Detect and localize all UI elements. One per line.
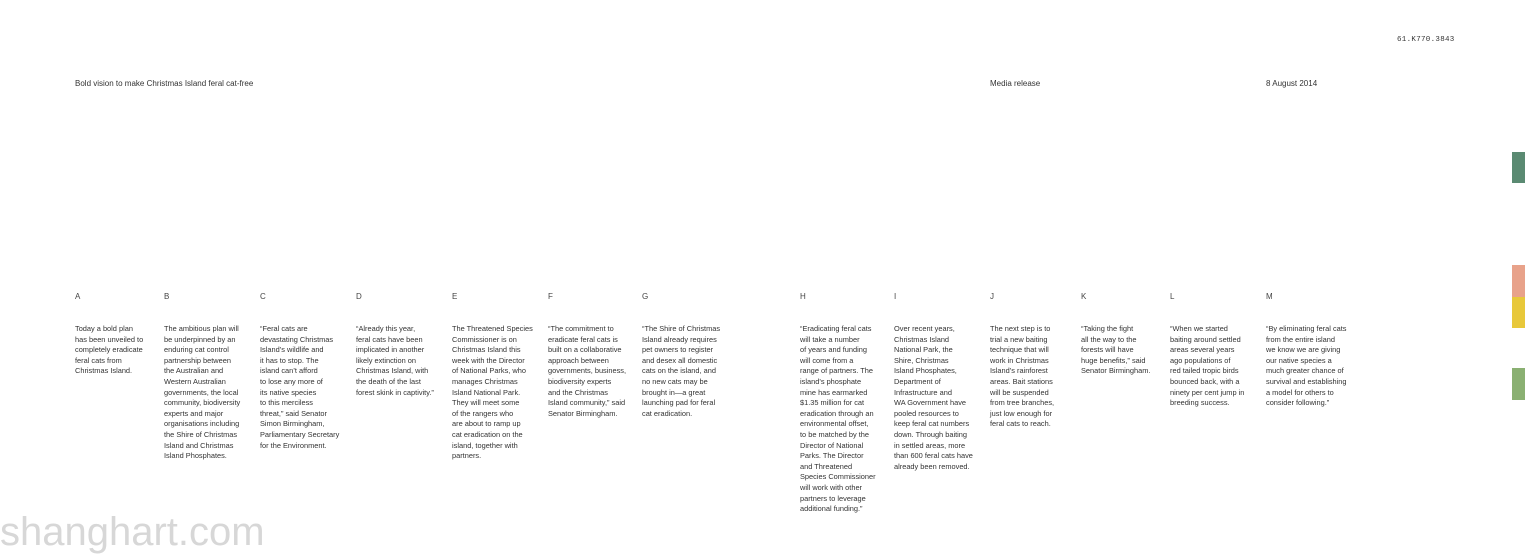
color-swatch-salmon	[1512, 265, 1525, 297]
column-letter: B	[164, 292, 170, 301]
column-k	[1081, 292, 1167, 377]
column-text: Over recent years, Christmas Island National Park, the Shire, Christmas Island Phosphates, Department of Infrastructure and WA Government have pooled resources to keep feral cat numbers down. Through baiting in settled areas, more than 600 feral cats have already been removed.	[894, 324, 973, 471]
column-text: The Threatened Species Commissioner is on Christmas Island this week with the Director of National Parks, who manages Christmas Island National Park. They will meet some of the rangers who are about to ramp up cat eradication on the island, together with partners.	[452, 324, 533, 461]
column-text: “The Shire of Christmas Island already requires pet owners to register and desex all domestic cats on the island, and no new cats may be brought in—a great launching pad for feral cat eradication.	[642, 324, 721, 418]
color-swatch-yellow	[1512, 297, 1525, 328]
release-type: Media release	[990, 79, 1041, 88]
column-text: “Taking the fight all the way to the forests will have huge benefits,” said Senator Birmingham.	[1081, 324, 1151, 376]
column-m	[1266, 292, 1352, 409]
column-f	[548, 292, 634, 419]
color-swatch-olive	[1512, 368, 1525, 400]
column-letter: M	[1266, 292, 1273, 301]
column-c	[260, 292, 346, 451]
column-text: “Feral cats are devastating Christmas Island’s wildlife and it has to stop. The island can’t afford to lose any more of its native species to this merciless threat,” said Senator Simon Birmingham, Parliamentary Secretary for the Environment.	[260, 324, 340, 450]
column-i	[894, 292, 980, 472]
column-letter: D	[356, 292, 362, 301]
column-h	[800, 292, 886, 515]
column-text: “Eradicating feral cats will take a number of years and funding will come from a range of partners. The island’s phosphate mine has earmarked $1.35 million for cat eradication through an environmental offset, to be matched by the Director of National Parks. The Director and Threatened Species Commissioner will work with other partners to leverage additional funding.”	[800, 324, 876, 514]
column-letter: J	[990, 292, 994, 301]
column-text: The next step is to trial a new baiting technique that will work in Christmas Island’s rainforest areas. Bait stations will be suspended from tree branches, just low enough for feral cats to reach.	[990, 324, 1055, 429]
release-title: Bold vision to make Christmas Island feral cat-free	[75, 79, 254, 88]
column-letter: F	[548, 292, 553, 301]
color-swatch-green	[1512, 152, 1525, 183]
column-text: Today a bold plan has been unveiled to completely eradicate feral cats from Christmas Island.	[75, 324, 144, 376]
column-j	[990, 292, 1076, 430]
column-b	[164, 292, 250, 462]
column-text: “The commitment to eradicate feral cats is built on a collaborative approach between governments, business, biodiversity experts and the Christmas Island community,” said Senator Birmingham.	[548, 324, 627, 418]
column-letter: C	[260, 292, 266, 301]
column-text: “Already this year, feral cats have been implicated in another likely extinction on Christmas Island, with the death of the last forest skink in captivity.”	[356, 324, 434, 397]
column-d	[356, 292, 442, 398]
column-l	[1170, 292, 1256, 409]
release-date: 8 August 2014	[1266, 79, 1318, 88]
column-text: The ambitious plan will be underpinned by an enduring cat control partnership between the Australian and Western Australian governments, the local community, biodiversity experts and major organisations including the Shire of Christmas Island and Christmas Island Phosphates.	[164, 324, 241, 461]
column-text: “By eliminating feral cats from the entire island we know we are giving our native species a much greater chance of survival and establishing a model for others to consider following.”	[1266, 324, 1347, 408]
column-letter: H	[800, 292, 806, 301]
column-e	[452, 292, 538, 462]
column-g	[642, 292, 728, 419]
column-letter: G	[642, 292, 649, 301]
column-letter: E	[452, 292, 458, 301]
document-code: 61.K770.3843	[1397, 36, 1455, 44]
column-letter: A	[75, 292, 81, 301]
column-letter: L	[1170, 292, 1175, 301]
watermark-text: shanghart.com	[0, 510, 265, 554]
column-letter: I	[894, 292, 897, 301]
column-a	[75, 292, 161, 377]
column-letter: K	[1081, 292, 1087, 301]
column-text: “When we started baiting around settled areas several years ago populations of red tailed tropic birds bounced back, with a ninety per cent jump in breeding success.	[1170, 324, 1245, 408]
